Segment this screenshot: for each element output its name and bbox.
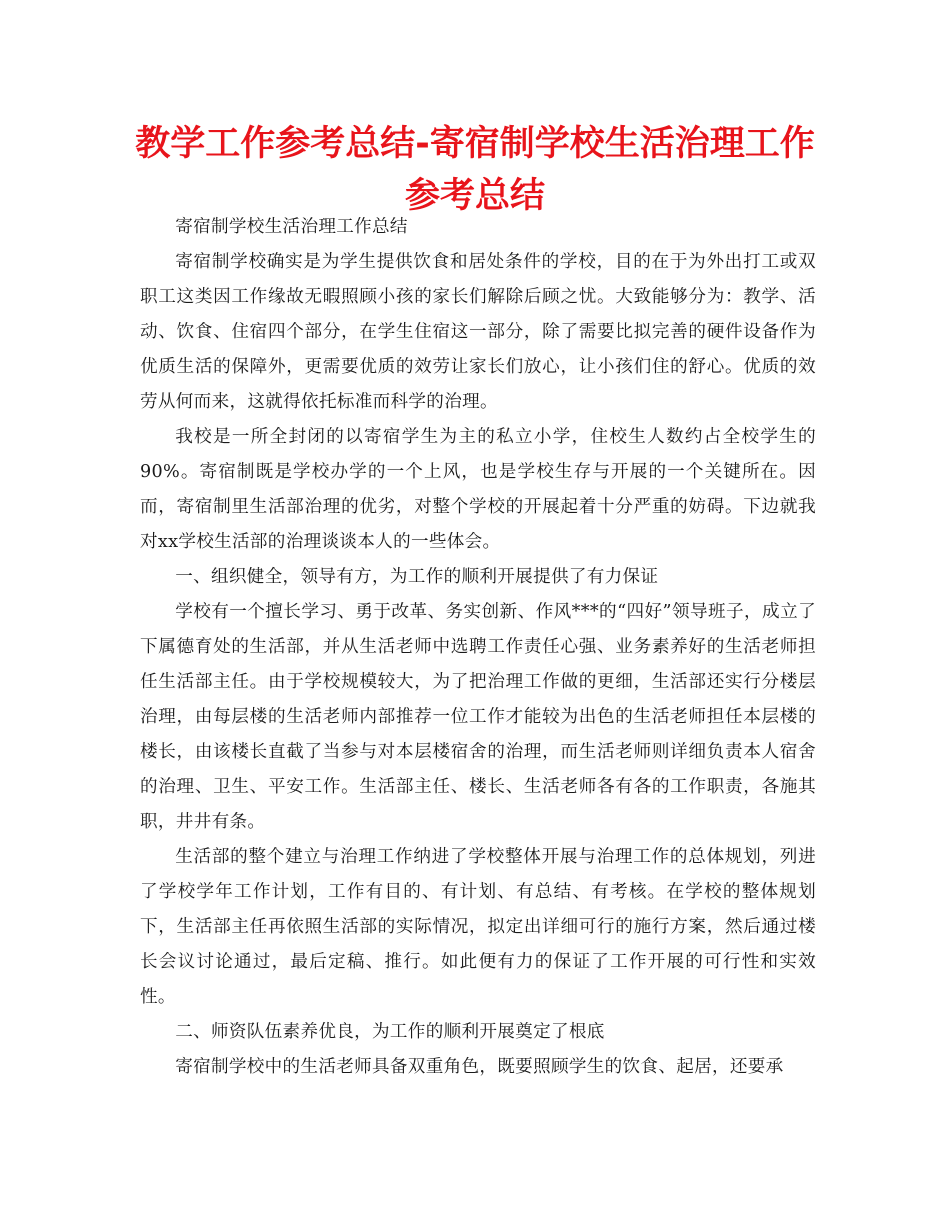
section-heading: 二、师资队伍素养优良，为工作的顺利开展奠定了根底 [175,1022,605,1042]
body-paragraph: 寄宿制学校中的生活老师具备双重角色，既要照顾学生的饮食、起居，还要承 [175,1057,784,1077]
body-paragraph: 寄宿制学校确实是为学生提供饮食和居处条件的学校，目的在于为外出打工或双职工这类因工作缘故无暇照顾小孩的家长们解除后顾之忧。大致能够分为：教学、活动、饮食、住宿四个部分，在学生住宿这一部分，除了需要比拟完善的硬件设备作为优质生活的保障外，更需要优质的效劳让家长们放心，让小孩们住的舒心。优质的效劳从何而来，这就得依托标准而科学的治理。 [140,252,816,412]
document-title: 教学工作参考总结-寄宿制学校生活治理工作参考总结 [135,124,815,216]
section-heading: 寄宿制学校生活治理工作总结 [175,217,408,237]
body-paragraph: 生活部的整个建立与治理工作纳进了学校整体开展与治理工作的总体规划，列进了学校学年工作计划，工作有目的、有计划、有总结、有考核。在学校的整体规划下，生活部主任再依照生活部的实际情况，拟定出详细可行的施行方案，然后通过楼长会议讨论通过，最后定稿、推行。如此便有力的保证了工作开展的可行性和实效性。 [140,847,816,1007]
document-body [140,210,816,1085]
section-heading: 一、组织健全，领导有方，为工作的顺利开展提供了有力保证 [175,567,659,587]
body-paragraph: 学校有一个擅长学习、勇于改革、务实创新、作风***的“四好”领导班子，成立了下属德育处的生活部，并从生活老师中选聘工作责任心强、业务素养好的生活老师担任生活部主任。由于学校规模较大，为了把治理工作做的更细，生活部还实行分楼层治理，由每层楼的生活老师内部推荐一位工作才能较为出色的生活老师担任本层楼的楼长，由该楼长直截了当参与对本层楼宿舍的治理，而生活老师则详细负责本人宿舍的治理、卫生、平安工作。生活部主任、楼长、生活老师各有各的工作职责，各施其职，井井有条。 [140,602,816,832]
body-paragraph: 我校是一所全封闭的以寄宿学生为主的私立小学，住校生人数约占全校学生的90%。寄宿制既是学校办学的一个上风，也是学校生存与开展的一个关键所在。因而，寄宿制里生活部治理的优劣，对整个学校的开展起着十分严重的妨碍。下边就我对xx学校生活部的治理谈谈本人的一些体会。 [140,427,816,552]
